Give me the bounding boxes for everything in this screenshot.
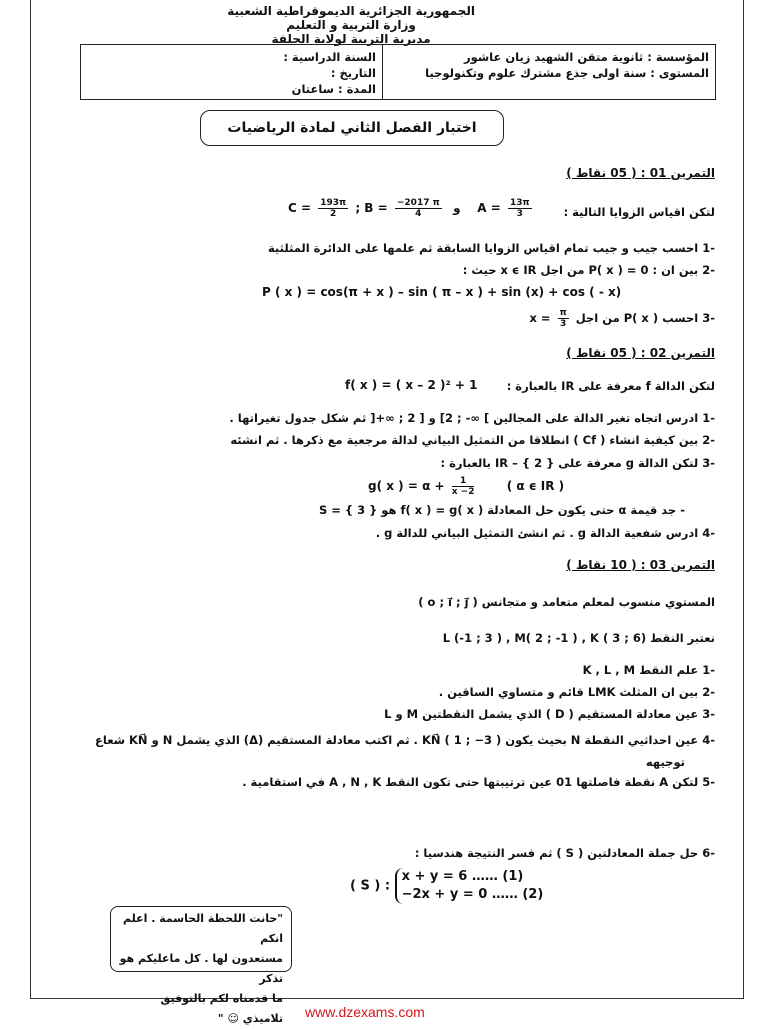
g-den: x −2: [451, 487, 475, 497]
b-num: −2017 π: [396, 198, 440, 208]
g-condition: ( α ϵ IR ): [506, 479, 565, 493]
ex1-formula: P ( x ) = cos(π + x ) – sin ( π – x ) + sin (x) + cos ( - x): [262, 285, 622, 299]
ex3-q4: -4 عين احداثيي النقطة N بحيث يكون KN⃗ ( 1 ; −3 ) . ثم اكتب معادلة المستقيم (Δ) الذي يشمل N و KN⃗ شعاع: [95, 733, 715, 747]
g-fraction: [452, 476, 475, 497]
c-label: C =: [288, 201, 312, 215]
g-formula: [368, 476, 564, 497]
and-word: و: [453, 201, 461, 215]
b-label: B =: [364, 201, 388, 215]
q3-num: π: [559, 308, 567, 318]
ex3-q2: -2 بين ان المثلث LMK قائم و متساوي الساقين .: [438, 685, 715, 699]
school-year: السنة الدراسية :: [283, 50, 376, 64]
ex1-angles: C = $\frac{193\pi}{2}$ ; B = $\frac{-2017 \pi}{4}$ و A = $\frac{13\pi}{3}$: [288, 198, 530, 219]
ex3-q3: -3 عين معادلة المستقيم ( D ) الذي يشمل النقطتين M و L: [384, 707, 715, 721]
b-fraction: [395, 198, 442, 219]
q3-den: 3: [560, 319, 567, 329]
note-line-2: مستعدون لها . كل ماعليكم هو تذكر: [119, 952, 283, 985]
system-brace: [395, 868, 544, 904]
header-line-3: مديرية التربية لولاية الجلفة: [271, 32, 431, 46]
exam-duration: المدة : ساعتان: [291, 82, 376, 96]
ex2-q1: -1 ادرس اتجاه تغير الدالة على المجالين ] ∞- ; 2] و [ 2 ; ∞+[ ثم شكل جدول تغيراتها .: [229, 411, 715, 425]
equation-1: x + y = 6 …… (1): [401, 869, 524, 884]
ex1-intro: لتكن اقياس الزوايا التالية :: [563, 205, 715, 219]
ex2-q3: -3 لتكن الدالة g معرفة على IR – { 2 } بالعبارة :: [440, 456, 715, 470]
encouragement-note: [110, 906, 292, 1025]
g-num: 1: [452, 476, 475, 487]
exam-title: اختبار الفصل الثاني لمادة الرياضيات: [200, 110, 504, 146]
ex2-q4: -4 ادرس شفعية الدالة g . ثم انشئ التمثيل البياني للدالة g .: [375, 526, 715, 540]
a-den: 3: [516, 209, 523, 219]
c-den: 2: [330, 209, 337, 219]
c-fraction: [318, 198, 348, 219]
ex3-q5: -5 لتكن A نقطة فاصلتها 01 عين ترتيبتها حتى تكون النقط A , N , K في استقامية .: [242, 775, 715, 789]
note-line-1: "حانت اللحظة الحاسمة . اعلم انكم: [123, 912, 283, 945]
ex1-heading: التمرين 01 : ( 05 نقاط ): [566, 166, 715, 180]
ex2-q3a: - جد قيمة α حتى يكون حل المعادلة f( x ) = g( x ) هو S = { 3 }: [318, 503, 685, 517]
ex3-q4b: توجيهه: [645, 755, 685, 769]
ex3-q1: -1 علم النقط K , L , M: [582, 663, 715, 677]
footer-website-link[interactable]: www.dzexams.com: [305, 1004, 425, 1020]
ministry-header: [227, 4, 475, 46]
ex2-q2: -2 بين كيفية انشاء ( Cf ) انطلاقا من التمثيل البياني لدالة مرجعية مع ذكرها . ثم انشئه: [230, 433, 715, 447]
ex1-q1: -1 احسب جيب و جيب تمام اقياس الزوايا السابقة ثم علمها على الدائرة المثلثية: [267, 241, 715, 255]
q3-text: -3 احسب P( x ) من اجل: [575, 311, 715, 325]
q3-value: [529, 308, 572, 329]
ex3-heading: التمرين 03 : ( 10 نقاط ): [566, 558, 715, 572]
a-label: A =: [477, 201, 501, 215]
a-num: 13π: [509, 198, 530, 208]
system-label: ( S ) :: [350, 878, 391, 894]
ex3-points: نعتبر النقط L (-1 ; 3 ) , M( 2 ; -1 ) , K ( 3 ; 6): [442, 631, 715, 645]
equation-2: −2x + y = 0 …… (2): [401, 887, 544, 902]
a-fraction: [508, 198, 532, 219]
ex3-q6: -6 حل جملة المعادلتين ( S ) ثم فسر النتيجة هندسيا :: [414, 846, 715, 860]
info-date-col: [81, 45, 382, 99]
system-of-equations: [350, 868, 543, 904]
exam-date: التاريخ :: [330, 66, 376, 80]
ex3-intro: المستوي منسوب لمعلم متعامد و متجانس ( o ; i⃗ ; j⃗ ): [418, 595, 715, 609]
info-school-col: [382, 45, 715, 99]
level: المستوى : سنة اولى جذع مشترك علوم وتكنولوجيا: [425, 66, 709, 80]
g-expr: g( x ) = α +: [368, 479, 445, 493]
ex2-heading: التمرين 02 : ( 05 نقاط ): [566, 346, 715, 360]
q3-fraction: [558, 308, 569, 329]
header-line-1: الجمهورية الجزائرية الديموقراطية الشعبية: [227, 4, 475, 18]
ex1-q3: [530, 308, 716, 329]
b-den: 4: [415, 209, 422, 219]
q3-x: x =: [529, 311, 551, 325]
c-num: 193π: [320, 198, 347, 208]
school-name: المؤسسة : ثانوية متقن الشهيد زيان عاشور: [464, 50, 709, 64]
ex2-intro: لتكن الدالة f معرفة على IR بالعبارة :: [506, 379, 715, 393]
ex2-formula: f( x ) = ( x – 2 )² + 1: [345, 378, 478, 392]
info-table: [80, 44, 716, 100]
note-line-3: ما قدمناه لكم بالتوفيق تلاميذي ☺ ": [160, 992, 283, 1025]
ex1-q2: -2 بين ان : P( x ) = 0 من اجل x ϵ IR حيث :: [462, 263, 715, 277]
header-line-2: وزارة التربية و التعليم: [286, 18, 416, 32]
